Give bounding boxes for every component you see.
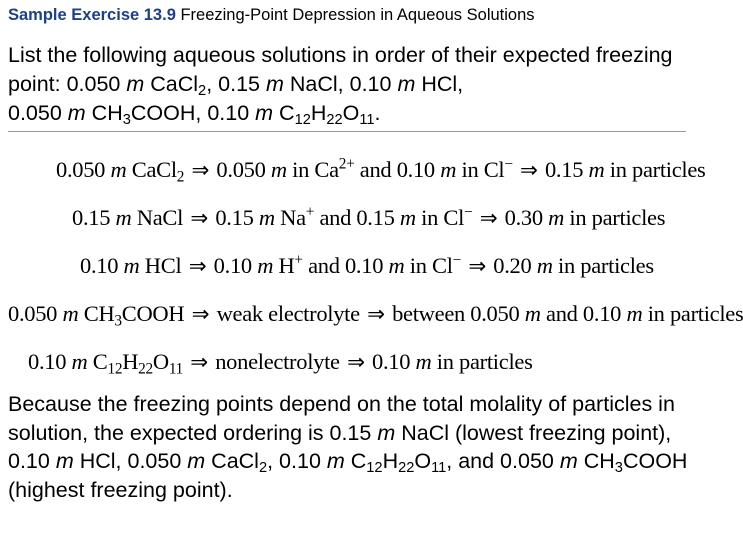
divider <box>8 131 686 132</box>
exercise-header <box>8 6 535 25</box>
analysis-row-acetic-acid: 0.050 m $CH_3COOH$ ⇒ weak electrolyte ⇒ between 0.050 m and 0.10 m in particles <box>8 301 743 330</box>
implies-arrow-icon: ⇒ <box>367 302 385 327</box>
answer-paragraph: Because the freezing points depend on the total molality of particles in solution, the expected ordering is 0.15 m NaCl (lowest freezing point), 0.10 m HCl, 0.050 m CaCl$_2$, 0.10 m $C_{12}H_{22}O_{11}$, and 0.050 m $CH_3COOH$ (highest freezing point). <box>8 392 688 502</box>
analysis-row-cacl2: 0.050 m CaCl$_2$ ⇒ 0.050 m in $Ca^{2+}$ and 0.10 m in Cl− ⇒ 0.15 m in particles <box>56 155 706 186</box>
implies-arrow-icon: ⇒ <box>520 158 538 183</box>
exercise-title: Freezing-Point Depression in Aqueous Solutions <box>180 6 535 24</box>
problem-statement: List the following aqueous solutions in order of their expected freezing point: 0.050 m CaCl$_2$, 0.15 m NaCl, 0.10 m HCl, 0.050 m $CH_3COOH$, 0.10 m $C_{12}H_{22}O_{11}$. <box>8 43 673 129</box>
implies-arrow-icon: ⇒ <box>190 206 209 231</box>
implies-arrow-icon: ⇒ <box>191 158 210 183</box>
analysis-row-sucrose: 0.10 m $C_{12}H_{22}O_{11}$ ⇒ nonelectrolyte ⇒ 0.10 m in particles <box>28 349 533 378</box>
implies-arrow-icon: ⇒ <box>191 302 210 327</box>
implies-arrow-icon: ⇒ <box>347 350 365 375</box>
implies-arrow-icon: ⇒ <box>188 254 207 279</box>
implies-arrow-icon: ⇒ <box>468 254 486 279</box>
analysis-row-nacl: 0.15 m NaCl ⇒ 0.15 m Na+ and 0.15 m in Cl− ⇒ 0.30 m in particles <box>72 203 666 231</box>
exercise-label: Sample Exercise 13.9 <box>8 6 176 24</box>
analysis-row-hcl: 0.10 m HCl ⇒ 0.10 m H+ and 0.10 m in Cl− ⇒ 0.20 m in particles <box>80 251 654 279</box>
implies-arrow-icon: ⇒ <box>190 350 208 375</box>
implies-arrow-icon: ⇒ <box>479 206 498 231</box>
